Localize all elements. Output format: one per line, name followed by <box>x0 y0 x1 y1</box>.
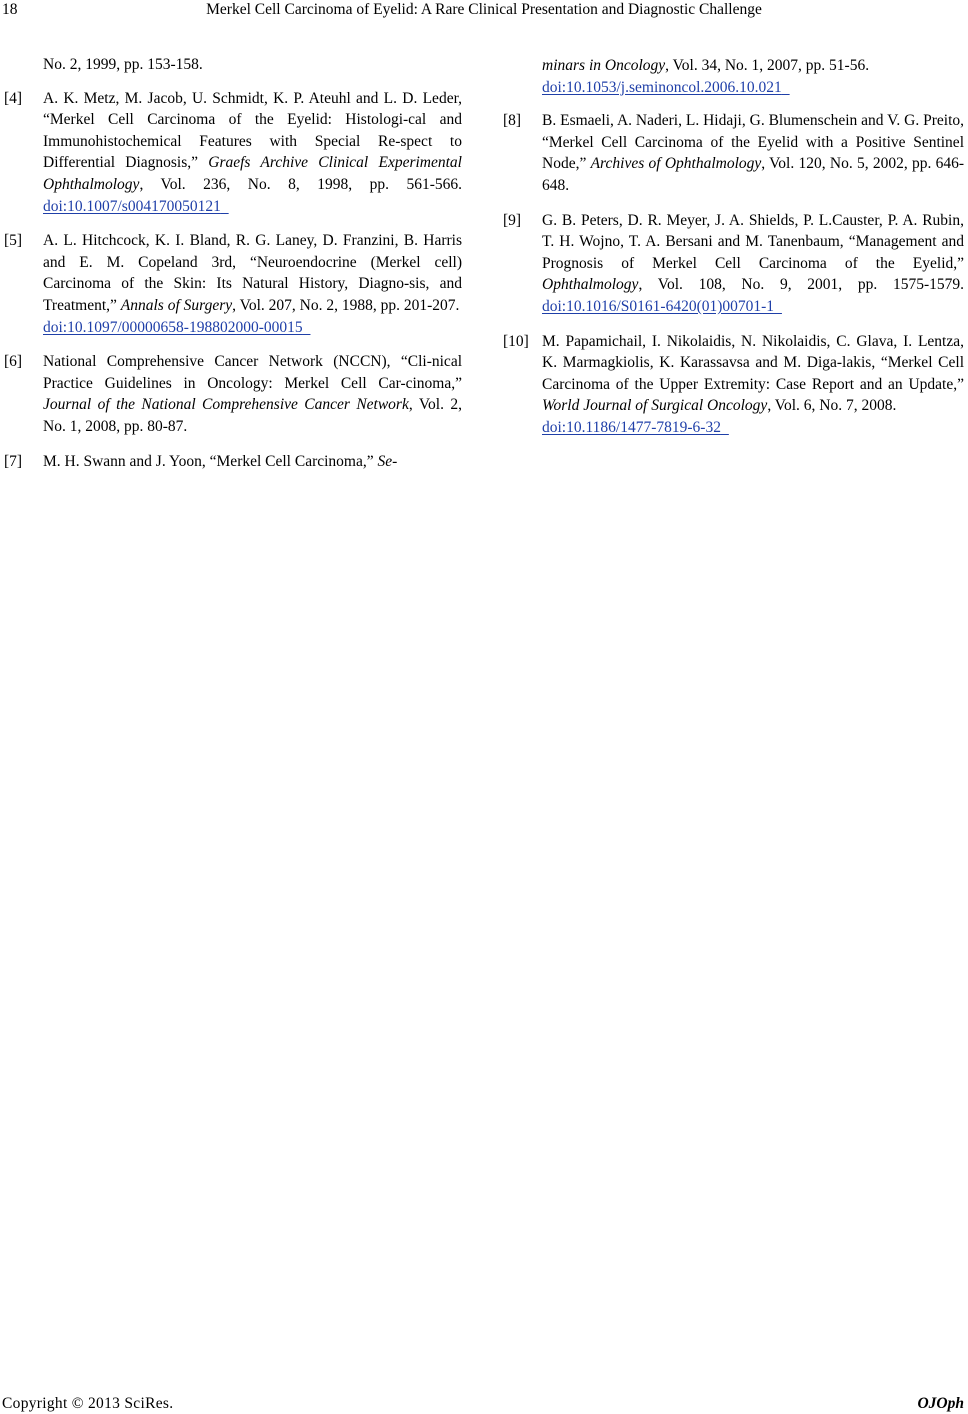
right-column <box>503 55 964 452</box>
reference-5: [5] A. L. Hitchcock, K. I. Bland, R. G. Laney, D. Franzini, B. Harris and E. M. Copeland 3rd, “Neuroendocrine (Merkel cell) Carcinoma of the Skin: Its Natural History, Diagno-sis, and Treatment,” Annals of Surgery, Vol. 207, No. 2, 1988, pp. 201-207. doi:10.1097/00000658-198802000-00015 <box>4 232 462 336</box>
reference-continuation: No. 2, 1999, pp. 153-158. <box>43 56 203 73</box>
copyright-notice: Copyright © 2013 SciRes. <box>2 1395 174 1412</box>
reference-number: [8] <box>503 112 522 130</box>
reference-7: [7] M. H. Swann and J. Yoon, “Merkel Cell Carcinoma,” Se- <box>4 451 462 473</box>
journal-title: Graefs Archive Clinical Experimental Ophthalmology <box>43 154 462 193</box>
reference-10: [10] M. Papamichail, I. Nikolaidis, N. Nikolaidis, C. Glava, I. Lentza, K. Marmagkiolis, K. Karassavsa and M. Diga-lakis, “Merkel Cell Carcinoma of the Upper Extremity: Case Report and an Update,” World Journal of Surgical Oncology, Vol. 6, No. 7, 2008. doi:10.1186/1477-7819-6-32 <box>503 332 964 436</box>
left-column <box>4 54 462 485</box>
journal-title: Annals of Surgery <box>120 296 233 314</box>
reference-continuation: minars in Oncology, Vol. 34, No. 1, 2007, pp. 51-56. doi:10.1053/j.seminoncol.2006.10.021 <box>542 57 870 96</box>
journal-title: Ophthalmology <box>542 276 639 294</box>
journal-title: Se- <box>377 452 398 470</box>
journal-title: minars in Oncology <box>542 57 666 74</box>
page-footer <box>0 1394 968 1414</box>
reference-number: [7] <box>4 452 23 470</box>
doi-link[interactable]: doi:10.1097/00000658-198802000-00015 <box>43 318 303 336</box>
reference-number: [10] <box>503 332 529 350</box>
doi-link[interactable]: doi:10.1186/1477-7819-6-32 <box>542 418 721 436</box>
page-number: 18 <box>2 1 18 18</box>
doi-link[interactable]: doi:10.1053/j.seminoncol.2006.10.021 <box>542 78 782 96</box>
journal-title: Archives of Ophthalmology <box>590 155 762 173</box>
reference-number: [4] <box>4 89 23 107</box>
doi-link[interactable]: doi:10.1007/s004170050121 <box>43 197 221 215</box>
reference-8: [8] B. Esmaeli, A. Naderi, L. Hidaji, G. Blumenschein and V. G. Preito, “Merkel Cell Carcinoma of the Eyelid with a Positive Sentinel Node,” Archives of Ophthalmology, Vol. 120, No. 5, 2002, pp. 646-648. <box>503 112 965 194</box>
reference-number: [6] <box>4 353 23 371</box>
doi-link[interactable]: doi:10.1016/S0161-6420(01)00701-1 <box>542 297 775 315</box>
reference-number: [9] <box>503 211 522 229</box>
reference-4: [4] A. K. Metz, M. Jacob, U. Schmidt, K. P. Ateuhl and L. D. Leder, “Merkel Cell Carcinoma of the Eyelid: Histologi-cal and Immunohistochemical Features with Special Re-spect to Differential Diagnosis,” Graefs Archive Clinical Experimental Ophthalmology, Vol. 236, No. 8, 1998, pp. 561-566. doi:10.1007/s004170050121 <box>4 89 462 215</box>
reference-6: [6] National Comprehensive Cancer Network (NCCN), “Cli-nical Practice Guidelines in Oncology: Merkel Cell Car-cinoma,” Journal of the National Comprehensive Cancer Network, Vol. 2, No. 1, 2008, pp. 80-87. <box>4 353 462 435</box>
journal-title: Journal of the National Comprehensive Cancer Network <box>43 396 409 414</box>
reference-number: [5] <box>4 232 23 250</box>
running-title: Merkel Cell Carcinoma of Eyelid: A Rare Clinical Presentation and Diagnostic Challenge <box>206 1 762 18</box>
reference-9: [9] G. B. Peters, D. R. Meyer, J. A. Shields, P. L.Causter, P. A. Rubin, T. H. Wojno, T. A. Bersani and M. Tanenbaum, “Management and Prognosis of Merkel Cell Carcinoma of the Eyelid,” Ophthalmology, Vol. 108, No. 9, 2001, pp. 1575-1579. doi:10.1016/S0161-6420(01)00701-1 <box>503 211 964 315</box>
page-header <box>0 0 968 24</box>
journal-abbreviation: OJOph <box>917 1395 964 1412</box>
journal-title: World Journal of Surgical Oncology <box>542 397 768 415</box>
